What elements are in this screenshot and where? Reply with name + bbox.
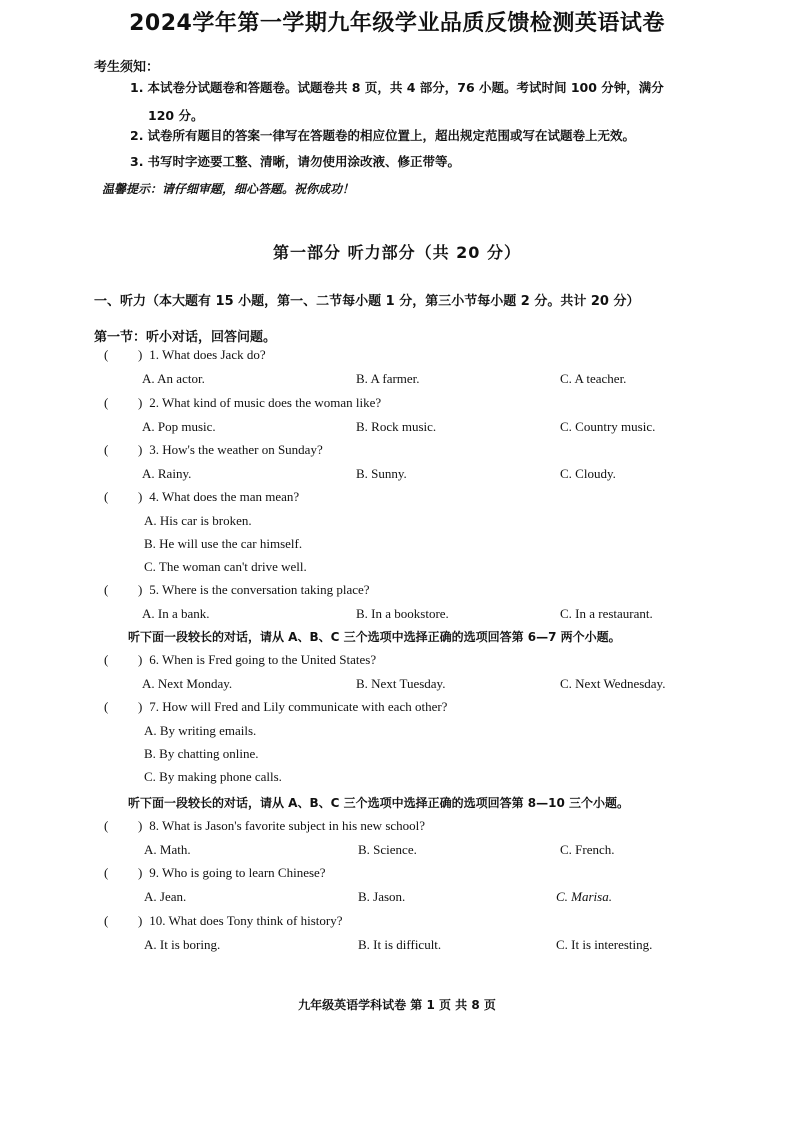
notice-item-1	[130, 76, 720, 100]
option-b: B. It is difficult.	[358, 937, 442, 952]
answer-paren-close: )	[138, 818, 143, 833]
option-a: A. Pop music.	[142, 419, 216, 434]
option-a: A. Math.	[144, 842, 191, 857]
instruction-q8-10: 听下面一段较长的对话，请从 A、B、C 三个选项中选择正确的选项回答第 8—10 三个小题。	[128, 796, 630, 810]
option-c: C. By making phone calls.	[144, 769, 282, 784]
question-1	[104, 347, 266, 363]
option-a: A. It is boring.	[144, 937, 221, 952]
option-b: B. A farmer.	[356, 371, 420, 386]
question-text: 5. Where is the conversation taking place?	[149, 582, 370, 597]
question-10	[104, 913, 342, 929]
answer-paren-close: )	[138, 395, 143, 410]
question-2	[104, 395, 381, 411]
option-b: B. Sunny.	[356, 466, 407, 481]
notice-item-number: 1.	[130, 80, 144, 95]
question-text: 4. What does the man mean?	[149, 489, 300, 504]
answer-paren-close: )	[138, 347, 143, 362]
option-a: A. By writing emails.	[144, 723, 257, 738]
notice-item-3	[130, 150, 720, 174]
question-8	[104, 818, 425, 834]
answer-paren-close: )	[138, 582, 143, 597]
option-a: A. His car is broken.	[144, 513, 252, 528]
answer-paren-open: (	[104, 347, 109, 362]
subsection-heading: 第一节：听小对话，回答问题。	[94, 330, 277, 345]
option-c: C. A teacher.	[560, 371, 627, 386]
answer-paren-close: )	[138, 913, 143, 928]
option-a: A. An actor.	[142, 371, 205, 386]
option-b: B. Rock music.	[356, 419, 437, 434]
notice-item-text: 本试卷分试题卷和答题卷。试题卷共 8 页，共 4 部分，76 小题。考试时间 100 分钟，满分	[147, 80, 664, 95]
question-4	[104, 489, 299, 505]
notice-item-text: 试卷所有题目的答案一律写在答题卷的相应位置上，超出规定范围或写在试题卷上无效。	[147, 128, 635, 143]
notice-item-text: 书写时字迹要工整、清晰，请勿使用涂改液、修正带等。	[147, 154, 460, 169]
option-c: C. It is interesting.	[556, 937, 653, 952]
question-text: 8. What is Jason's favorite subject in his new school?	[149, 818, 426, 833]
exam-title: 2024学年第一学期九年级学业品质反馈检测英语试卷	[129, 11, 665, 36]
answer-paren-open: (	[104, 442, 109, 457]
answer-paren-open: (	[104, 865, 109, 880]
answer-paren-close: )	[138, 699, 143, 714]
option-b: B. Next Tuesday.	[356, 676, 446, 691]
answer-paren-close: )	[138, 489, 143, 504]
question-text: 9. Who is going to learn Chinese?	[149, 865, 326, 880]
question-5	[104, 582, 370, 598]
question-text: 7. How will Fred and Lily communicate with each other?	[149, 699, 448, 714]
answer-paren-open: (	[104, 489, 109, 504]
answer-paren-close: )	[138, 442, 143, 457]
answer-paren-open: (	[104, 913, 109, 928]
question-text: 3. How's the weather on Sunday?	[149, 442, 323, 457]
answer-paren-open: (	[104, 582, 109, 597]
option-c: C. In a restaurant.	[560, 606, 653, 621]
option-a: A. Jean.	[144, 889, 187, 904]
answer-paren-close: )	[138, 652, 143, 667]
page-footer: 九年级英语学科试卷 第 1 页 共 8 页	[298, 998, 496, 1012]
option-c: C. Next Wednesday.	[560, 676, 666, 691]
question-7	[104, 699, 447, 715]
answer-paren-open: (	[104, 818, 109, 833]
question-text: 10. What does Tony think of history?	[149, 913, 343, 928]
option-c: C. Cloudy.	[560, 466, 616, 481]
option-b: B. Science.	[358, 842, 417, 857]
notice-item-number: 3.	[130, 154, 144, 169]
question-text: 2. What kind of music does the woman like?	[149, 395, 382, 410]
notice-item-1-continuation: 120 分。	[148, 108, 204, 123]
option-c: C. The woman can't drive well.	[144, 559, 307, 574]
option-c: C. Marisa.	[556, 889, 612, 904]
option-c: C. French.	[560, 842, 615, 857]
notice-heading: 考生须知：	[94, 60, 160, 75]
notice-item-2	[130, 124, 720, 148]
option-a: A. In a bank.	[142, 606, 210, 621]
question-text: 6. When is Fred going to the United States?	[149, 652, 377, 667]
option-b: B. He will use the car himself.	[144, 536, 303, 551]
question-9	[104, 865, 326, 881]
reminder-text: 温馨提示：请仔细审题，细心答题。祝你成功！	[102, 182, 355, 196]
answer-paren-close: )	[138, 865, 143, 880]
option-c: C. Country music.	[560, 419, 656, 434]
option-b: B. Jason.	[358, 889, 406, 904]
answer-paren-open: (	[104, 652, 109, 667]
option-b: B. By chatting online.	[144, 746, 259, 761]
option-a: A. Next Monday.	[142, 676, 233, 691]
question-6	[104, 652, 376, 668]
question-text: 1. What does Jack do?	[149, 347, 266, 362]
section-heading: 一、听力（本大题有 15 小题，第一、二节每小题 1 分，第三小节每小题 2 分。共计 20 分）	[94, 294, 640, 309]
answer-paren-open: (	[104, 395, 109, 410]
part-title: 第一部分 听力部分（共 20 分）	[273, 243, 521, 262]
question-3	[104, 442, 323, 458]
option-a: A. Rainy.	[142, 466, 192, 481]
notice-item-number: 2.	[130, 128, 144, 143]
instruction-q6-7: 听下面一段较长的对话，请从 A、B、C 三个选项中选择正确的选项回答第 6—7 两个小题。	[128, 630, 621, 644]
answer-paren-open: (	[104, 699, 109, 714]
option-b: B. In a bookstore.	[356, 606, 449, 621]
